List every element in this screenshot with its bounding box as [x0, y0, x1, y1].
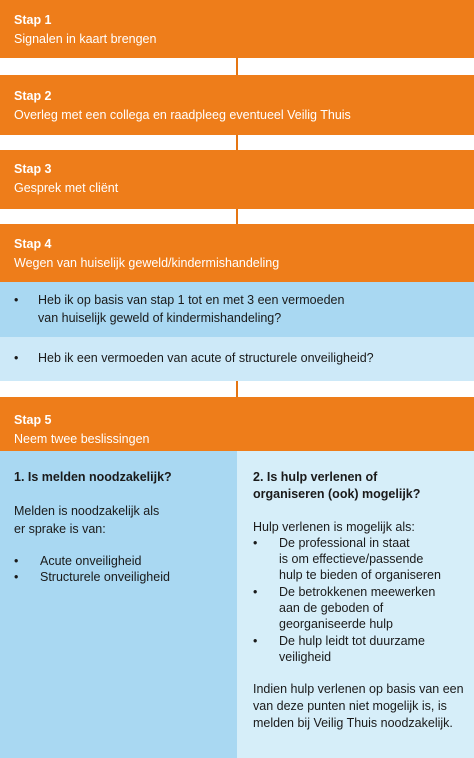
step-5-description: Neem twee beslissingen — [14, 432, 150, 446]
decision-2-item-3-line-2: veiligheid — [279, 650, 332, 664]
decision-1-item-1: Acute onveiligheid — [40, 554, 142, 568]
step-1-title: Stap 1 — [14, 13, 52, 27]
decision-2-closing-line-1: Indien hulp verlenen op basis van een — [253, 682, 464, 696]
bullet-icon: • — [14, 351, 19, 365]
bullet-icon: • — [253, 585, 258, 599]
bullet-icon: • — [14, 570, 19, 584]
step-5-title: Stap 5 — [14, 413, 52, 427]
decision-2-item-2-line-1: De betrokkenen meewerken — [279, 585, 436, 599]
question-1-line-2: van huiselijk geweld of kindermishandeling? — [38, 311, 282, 325]
decision-2-item-1-line-2: is om effectieve/passende — [279, 552, 424, 566]
step-2-title: Stap 2 — [14, 89, 52, 103]
bullet-icon: • — [253, 536, 258, 550]
connector-3-4 — [236, 209, 238, 224]
decision-1-title: 1. Is melden noodzakelijk? — [14, 470, 172, 484]
connector-4-5 — [236, 381, 238, 397]
decision-2-title-line-2: organiseren (ook) mogelijk? — [253, 487, 421, 501]
step-2-description: Overleg met een collega en raadpleeg eventueel Veilig Thuis — [14, 108, 351, 122]
step-3-title: Stap 3 — [14, 162, 52, 176]
question-box-2 — [0, 337, 474, 381]
step-3-description: Gesprek met cliënt — [14, 181, 119, 195]
step-2-box — [0, 75, 474, 135]
decision-2-closing-line-2: van deze punten niet mogelijk is, is — [253, 699, 447, 713]
step-5-box — [0, 397, 474, 451]
step-3-box — [0, 150, 474, 209]
question-box-1 — [0, 282, 474, 337]
decision-2-item-3-line-1: De hulp leidt tot duurzame — [279, 634, 425, 648]
question-2-line-1: Heb ik een vermoeden van acute of structurele onveiligheid? — [38, 351, 374, 365]
decision-panel-help — [237, 451, 474, 758]
decision-2-item-2-line-3: georganiseerde hulp — [279, 617, 393, 631]
step-4-description: Wegen van huiselijk geweld/kindermishandeling — [14, 256, 280, 270]
decision-2-closing-line-3: melden bij Veilig Thuis noodzakelijk. — [253, 716, 453, 730]
decision-1-intro-line-1: Melden is noodzakelijk als — [14, 504, 160, 518]
decision-1-intro-line-2: er sprake is van: — [14, 522, 106, 536]
decision-2-title-line-1: 2. Is hulp verlenen of — [253, 470, 378, 484]
decision-1-item-2: Structurele onveiligheid — [40, 570, 170, 584]
step-4-title: Stap 4 — [14, 237, 52, 251]
connector-2-3 — [236, 135, 238, 150]
decision-2-item-2-line-2: aan de geboden of — [279, 601, 384, 615]
bullet-icon: • — [14, 554, 19, 568]
decision-panel-report — [0, 451, 237, 758]
decision-2-item-1-line-3: hulp te bieden of organiseren — [279, 568, 441, 582]
bullet-icon: • — [253, 634, 258, 648]
step-1-description: Signalen in kaart brengen — [14, 32, 157, 46]
connector-1-2 — [236, 58, 238, 75]
bullet-icon: • — [14, 293, 19, 307]
step-1-box — [0, 0, 474, 58]
decision-2-intro: Hulp verlenen is mogelijk als: — [253, 520, 415, 534]
decision-2-item-1-line-1: De professional in staat — [279, 536, 410, 550]
step-4-box — [0, 224, 474, 282]
question-1-line-1: Heb ik op basis van stap 1 tot en met 3 een vermoeden — [38, 293, 345, 307]
